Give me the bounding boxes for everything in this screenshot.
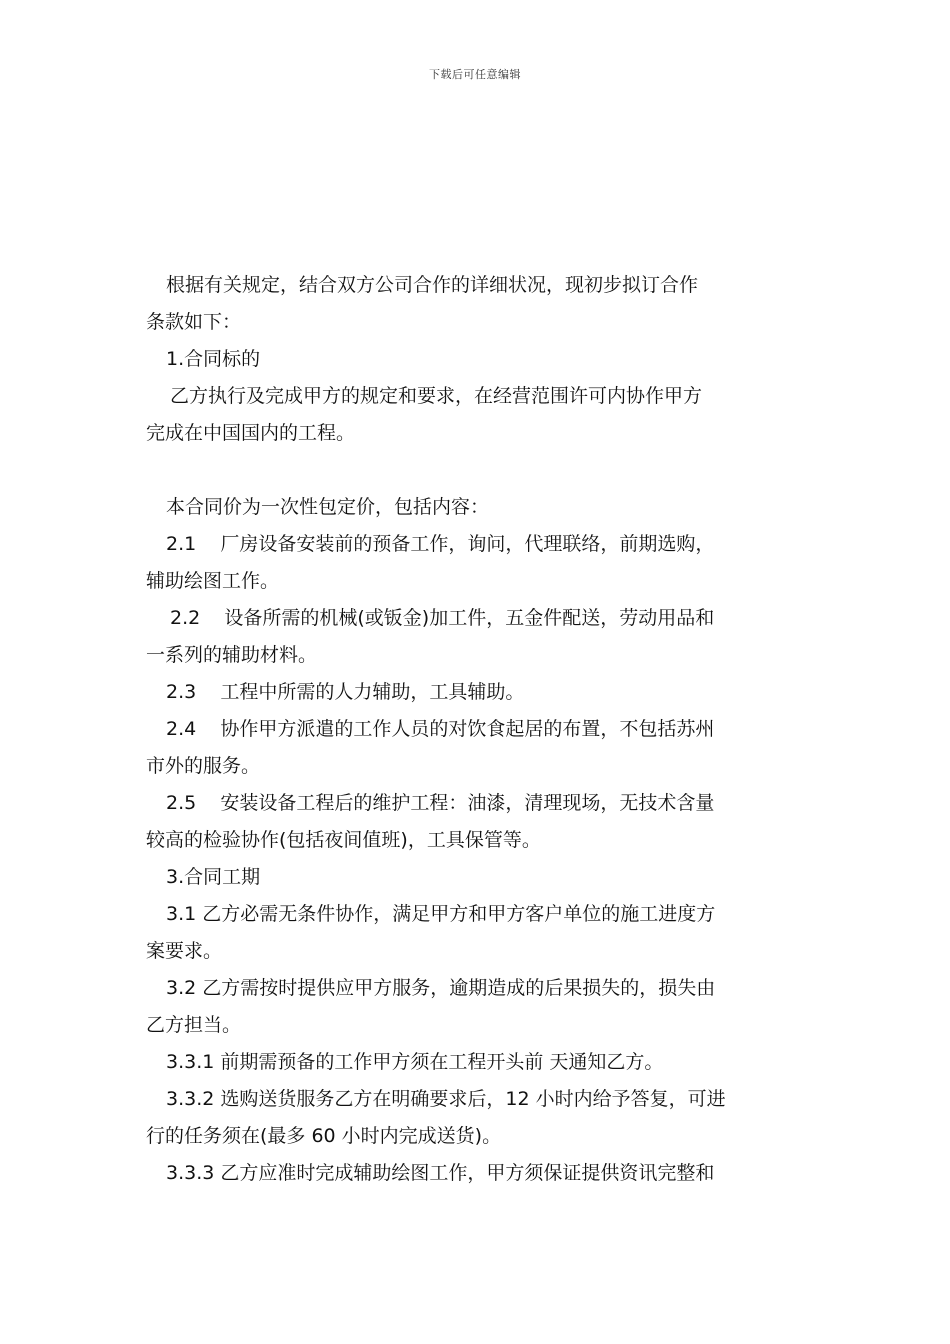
contract-number-line xyxy=(146,119,810,156)
page-header: 下载后可任意编辑 xyxy=(429,68,521,81)
paragraph-line: 一系列的辅助材料。 xyxy=(146,644,318,666)
paragraph-line: 3.2 乙方需按时提供应甲方服务，逾期造成的后果损失的，损失由 xyxy=(166,977,716,999)
paragraph-line: 根据有关规定，结合双方公司合作的详细状况，现初步拟订合作 xyxy=(166,274,699,296)
paragraph-line: 乙方执行及完成甲方的规定和要求，在经营范围许可内协作甲方 xyxy=(170,385,703,407)
paragraph-line: 2.3 工程中所需的人力辅助，工具辅助。 xyxy=(166,681,525,703)
paragraph-line: 3.3.1 前期需预备的工作甲方须在工程开头前 天通知乙方。 xyxy=(166,1051,664,1073)
paragraph-line: 2.2 设备所需的机械(或钣金)加工件，五金件配送，劳动用品和 xyxy=(170,607,715,629)
paragraph-line: 较高的检验协作(包括夜间值班)，工具保管等。 xyxy=(146,829,541,851)
paragraph-line: 完成在中国国内的工程。 xyxy=(146,422,356,444)
paragraph-line: 辅助绘图工作。 xyxy=(146,570,280,592)
phone-line xyxy=(146,230,810,267)
paragraph-line: 2.5 安装设备工程后的维护工程：油漆，清理现场，无技术含量 xyxy=(166,792,715,814)
paragraph-line: 案要求。 xyxy=(146,940,223,962)
paragraph-line: 条款如下： xyxy=(146,311,242,333)
paragraph-line: 2.4 协作甲方派遣的工作人员的对饮食起居的布置，不包括苏州 xyxy=(166,718,715,740)
parties-line xyxy=(146,156,810,193)
total-price-line xyxy=(146,452,810,489)
paragraph-line: 3.3.2 选购送货服务乙方在明确要求后，12 小时内给予答复，可进 xyxy=(166,1088,726,1110)
paragraph-line: 本合同价为一次性包定价，包括内容： xyxy=(166,496,490,518)
contract-body xyxy=(146,119,810,1192)
paragraph-line: 市外的服务。 xyxy=(146,755,261,777)
paragraph-line: 2.1 厂房设备安装前的预备工作，询问，代理联络，前期选购， xyxy=(166,533,715,555)
paragraph-line: 乙方担当。 xyxy=(146,1014,242,1036)
section-heading: 3.合同工期 xyxy=(166,866,261,888)
section-heading: 1.合同标的 xyxy=(166,348,261,370)
paragraph-line: 3.1 乙方必需无条件协作，满足甲方和甲方客户单位的施工进度方 xyxy=(166,903,716,925)
legal-rep-line xyxy=(146,193,810,230)
paragraph-line: 3.3.3 乙方应准时完成辅助绘图工作，甲方须保证提供资讯完整和 xyxy=(166,1162,715,1184)
paragraph-line: 行的任务须在(最多 60 小时内完成送货)。 xyxy=(146,1125,502,1147)
